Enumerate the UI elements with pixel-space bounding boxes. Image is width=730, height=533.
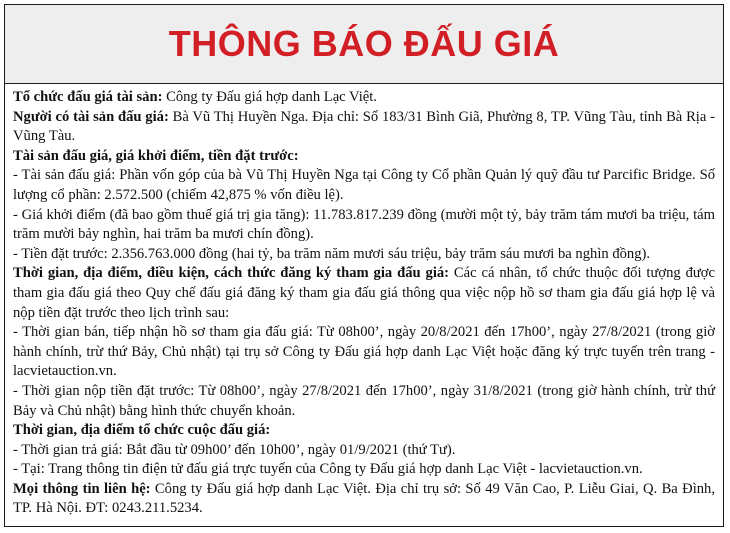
notice-header [5,5,723,84]
asset-line: - Tài sản đấu giá: Phần vốn góp của bà Vũ Thị Huyền Nga tại Công ty Cổ phần Quản lý quỹ đầu tư Parcific Bridge. Số lượng cổ phần: 2.572.500 (chiếm 42,875 % vốn điều lệ). [13,167,715,203]
notice-frame [4,4,724,527]
asset-heading: Tài sản đấu giá, giá khởi điểm, tiền đặt trước: [13,147,299,164]
owner-label: Người có tài sản đấu giá: [13,108,169,125]
auction-venue-line: - Tại: Trang thông tin điện tử đấu giá trực tuyến của Công ty Đấu giá hợp danh Lạc Việt - lacvietauction.vn. [13,461,643,478]
auction-heading: Thời gian, địa điểm tổ chức cuộc đấu giá: [13,422,271,439]
starting-price-line: - Giá khởi điểm (đã bao gồm thuế giá trị gia tăng): 11.783.817.239 đồng (mười một tỷ, bảy trăm tám mươi ba triệu, tám trăm mười bảy nghìn, hai trăm ba mươi chín đồng). [13,206,715,243]
organizer-paragraph [13,88,715,108]
owner-text: Bà Vũ Thị Huyền Nga. Địa chỉ: Số 183/31 Bình Giã, Phường 8, TP. Vũng Tàu, tỉnh Bà Rịa - Vũng Tàu. [13,108,715,145]
registration-label: Thời gian, địa điểm, điều kiện, cách thức đăng ký tham gia đấu giá: [13,265,450,282]
registration-paragraph [13,264,715,323]
contact-text: Công ty Đấu giá hợp danh Lạc Việt. Địa chỉ trụ sở: Số 49 Văn Cao, P. Liễu Giai, Q. Ba Đình, TP. Hà Nội. ĐT: 0243.211.5234. [13,480,715,517]
registration-period-line: - Thời gian bán, tiếp nhận hồ sơ tham gia đấu giá: Từ 08h00’, ngày 20/8/2021 đến 17h00’, ngày 27/8/2021 (trong giờ hành chính, trừ thứ Bảy, Chủ nhật) tại trụ sở Công ty Đấu giá hợp danh Lạc Việt hoặc đăng ký trực tuyến trên trang - lacvietauction.vn. [13,324,715,380]
registration-text: Các cá nhân, tổ chức thuộc đối tượng được tham gia đấu giá theo Quy chế đấu giá đăng ký tham gia đấu giá thông qua việc nộp hồ sơ tham gia đấu giá hợp lệ và nộp tiền đặt trước theo lịch trình sau: [13,265,715,321]
owner-paragraph [13,108,715,147]
notice-title: THÔNG BÁO ĐẤU GIÁ [168,23,560,64]
organizer-label: Tổ chức đấu giá tài sản: [13,89,163,105]
deposit-period-line: - Thời gian nộp tiền đặt trước: Từ 08h00’, ngày 27/8/2021 đến 17h00’, ngày 31/8/2021 (trong giờ hành chính, trừ thứ Bảy và Chủ nhật) bằng hình thức chuyển khoản. [13,382,715,419]
bidding-time-line: - Thời gian trả giá: Bắt đầu từ 09h00’ đến 10h00’, ngày 01/9/2021 (thứ Tư). [13,441,456,458]
deposit-line: - Tiền đặt trước: 2.356.763.000 đồng (hai tỷ, ba trăm năm mươi sáu triệu, bảy trăm sáu mươi ba nghìn đồng). [13,245,651,262]
contact-paragraph [13,480,715,519]
notice-body [5,84,723,519]
contact-label: Mọi thông tin liên hệ: [13,480,151,497]
organizer-text: Công ty Đấu giá hợp danh Lạc Việt. [162,89,377,105]
